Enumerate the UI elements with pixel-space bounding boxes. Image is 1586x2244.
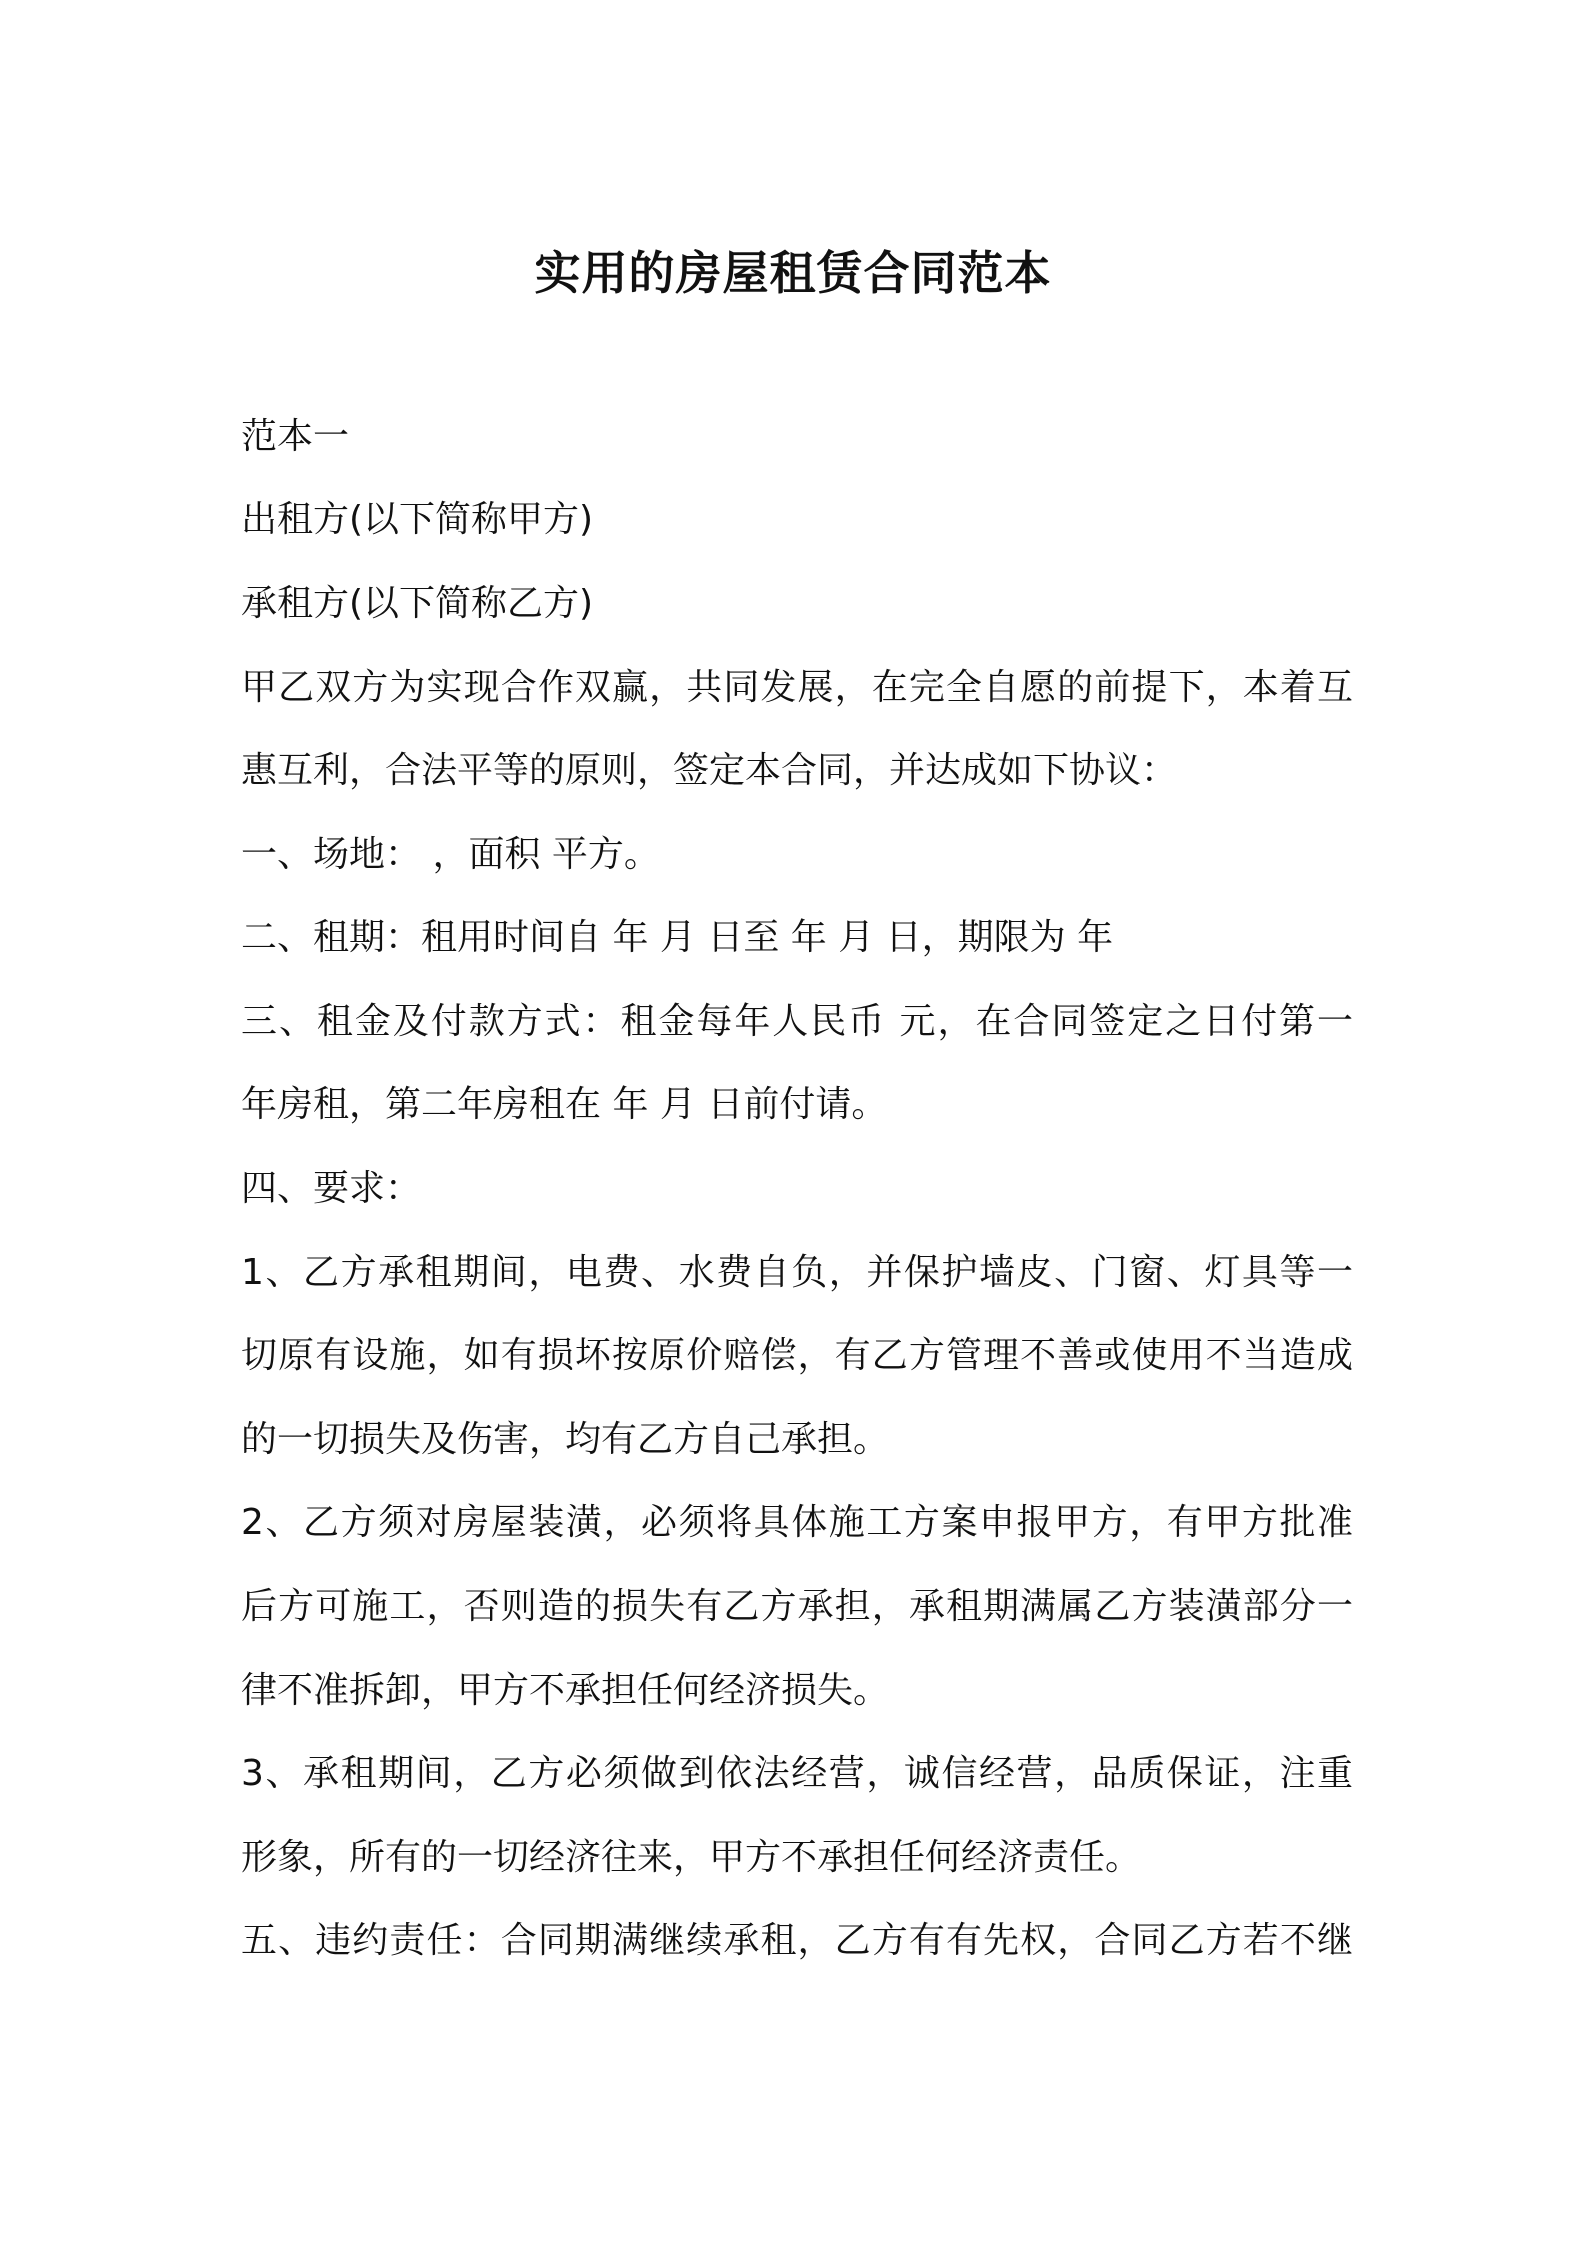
- clause-requirements: 四、要求：: [241, 1168, 422, 1209]
- paragraph-line: 切原有设施，如有损坏按原价赔偿，有乙方管理不善或使用不当造成: [241, 1335, 1353, 1376]
- lessor-line: 出租方(以下简称甲方): [241, 499, 594, 540]
- paragraph-line: 2、乙方须对房屋装潢，必须将具体施工方案申报甲方，有甲方批准: [241, 1502, 1353, 1543]
- document-title: 实用的房屋租赁合同范本: [534, 245, 1052, 300]
- paragraph-line: 后方可施工，否则造的损失有乙方承担，承租期满属乙方装潢部分一: [241, 1586, 1353, 1627]
- clause-breach: 五、违约责任：合同期满继续承租，乙方有有先权，合同乙方若不继: [241, 1920, 1353, 1961]
- paragraph-line: 惠互利，合法平等的原则，签定本合同，并达成如下协议：: [241, 750, 1178, 791]
- lessee-line: 承租方(以下简称乙方): [241, 583, 594, 624]
- paragraph-line: 律不准拆卸，甲方不承担任何经济损失。: [241, 1670, 890, 1711]
- section-sample-one: 范本一: [241, 416, 350, 457]
- paragraph-line: 形象，所有的一切经济往来，甲方不承担任何经济责任。: [241, 1837, 1142, 1878]
- paragraph-line: 年房租，第二年房租在 年 月 日前付请。: [241, 1084, 888, 1125]
- paragraph-line: 甲乙双方为实现合作双赢，共同发展，在完全自愿的前提下，本着互: [241, 667, 1353, 708]
- clause-rent: 三、租金及付款方式：租金每年人民币 元，在合同签定之日付第一: [241, 1001, 1353, 1042]
- clause-venue: 一、场地： ，面积 平方。: [241, 834, 660, 875]
- clause-term: 二、租期：租用时间自 年 月 日至 年 月 日，期限为 年: [241, 917, 1114, 958]
- paragraph-line: 的一切损失及伤害，均有乙方自己承担。: [241, 1419, 890, 1460]
- paragraph-line: 3、承租期间，乙方必须做到依法经营，诚信经营，品质保证，注重: [241, 1753, 1353, 1794]
- paragraph-line: 1、乙方承租期间，电费、水费自负，并保护墙皮、门窗、灯具等一: [241, 1252, 1353, 1293]
